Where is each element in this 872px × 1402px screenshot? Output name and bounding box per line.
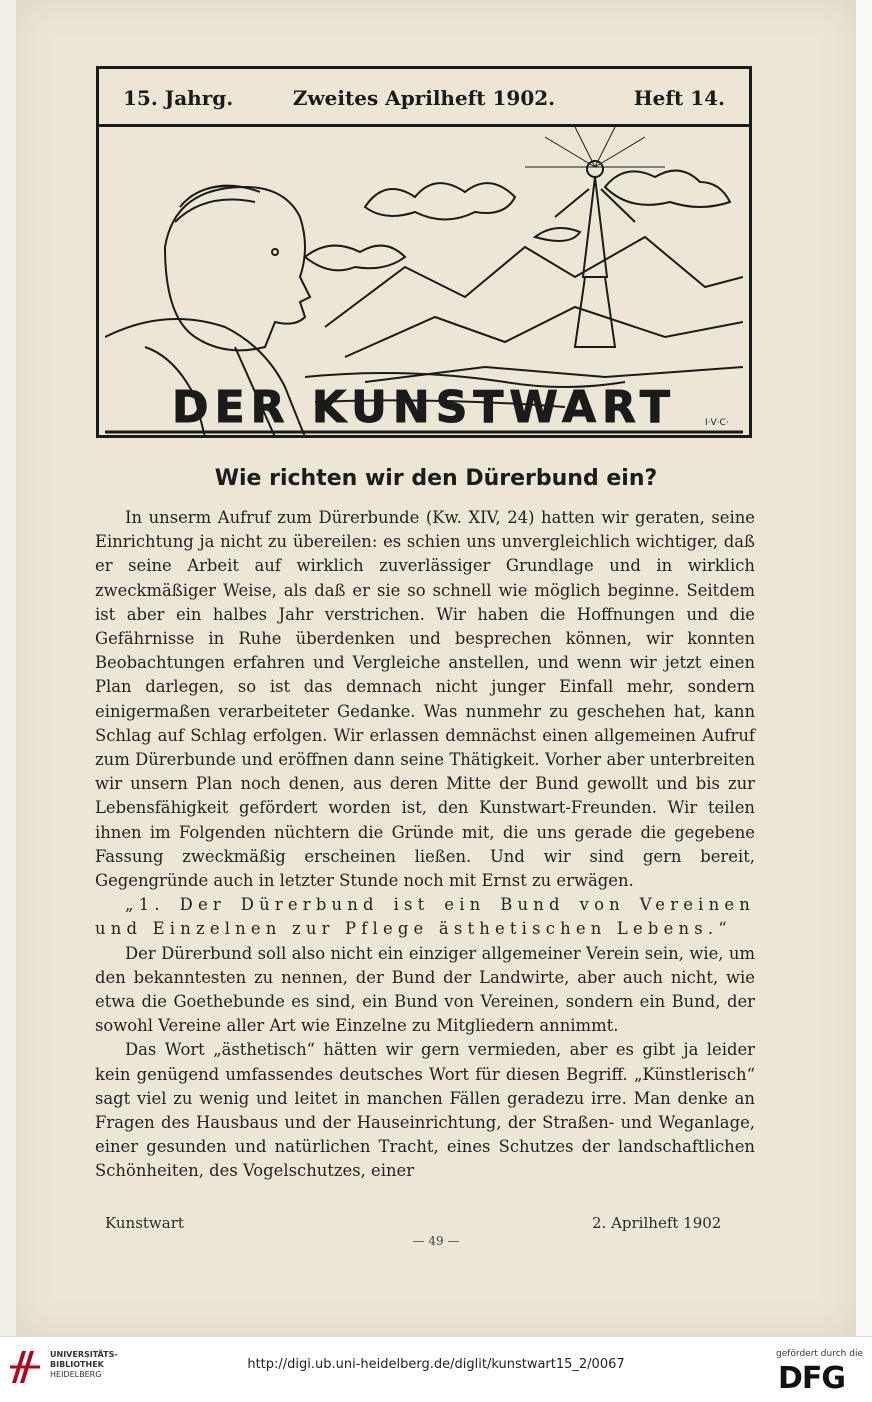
library-footer-bar (0, 1336, 872, 1402)
institution-line: HEIDELBERG (50, 1370, 102, 1379)
running-footer-title: Kunstwart (105, 1214, 184, 1232)
page-margin (856, 0, 872, 1336)
article-body (95, 506, 755, 1184)
dfg-logo: DFG (778, 1361, 846, 1396)
institution-line: UNIVERSITÄTS- (50, 1350, 118, 1359)
funder-caption: gefördert durch die (776, 1349, 863, 1359)
page-number: — 49 — (412, 1234, 460, 1248)
issue-name: Zweites Aprilheft 1902. (292, 86, 556, 110)
paragraph: Das Wort „ästhetisch“ hätten wir gern vermieden, aber es gibt ja leider kein genügend umfassendes deutsches Wort für diesen Begriff. „Künstlerisch“ sagt viel zu wenig und leitet in manchen Fällen geradezu irre. Man denke an Fragen des Hausbaus und der Hauseinrichtung, der Straßen- und Weganlage, einer gesunden und natürlichen Tracht, eines Schutzes der landschaftlichen Schönheiten, des Vogelschutzes, einer (95, 1040, 755, 1181)
paragraph: In unserm Aufruf zum Dürerbunde (Kw. XIV, 24) hatten wir geraten, seine Einrichtung ja nicht zu übereilen: es schien uns unvergleichlich wichtiger, daß er seine Arbeit auf wirklich zuverlässiger Grundlage und in wirklich zweckmäßiger Weise, als daß er sie so schnell wie möglich beginne. Seitdem ist aber ein halbes Jahr verstrichen. Wir haben die Hoffnungen und die Gefährnisse in Ruhe überdenken und besprechen können, wir konnten Beobachtungen erfahren und Vergleiche anstellen, und wenn wir jetzt einen Plan darlegen, so ist das demnach nicht junger Einfall mehr, sondern einigermaßen verarbeiteter Gedanke. Was nunmehr zu geschehen hat, kann Schlag auf Schlag erfolgen. Wir erlassen demnächst einen allgemeinen Aufruf zum Dürerbunde und eröffnen dann seine Thätigkeit. Vorher aber unterbreiten wir unsern Plan noch denen, aus deren Mitte der Bund gewollt und bis zur Lebensfähigkeit gefördert worden ist, den Kunstwart-Freunden. Wir teilen ihnen im Folgenden nüchtern die Gründe mit, die uns gerade die gegebene Fassung zweckmäßig erscheinen ließen. Und wir sind gern bereit, Gegengründe auch in letzter Stunde noch mit Ernst zu erwägen. (95, 508, 755, 891)
masthead-title: DER KUNSTWART (172, 382, 676, 433)
institution-line: BIBLIOTHEK (50, 1360, 104, 1369)
running-footer-issue: 2. Aprilheft 1902 (592, 1214, 722, 1232)
masthead-frame (96, 66, 752, 438)
volume-label: 15. Jahrg. (123, 86, 234, 110)
paragraph-statute: „1. Der Dürerbund ist ein Bund von Vereinen und Einzelnen zur Pflege ästhetischen Lebens.“ (95, 895, 755, 939)
article-title: Wie richten wir den Dürerbund ein? (214, 466, 658, 491)
permalink[interactable]: http://digi.ub.uni-heidelberg.de/diglit/kunstwart15_2/0067 (247, 1357, 625, 1372)
issue-number: Heft 14. (633, 86, 725, 110)
paragraph: Der Dürerbund soll also nicht ein einziger allgemeiner Verein sein, wie, um den bekanntesten zu nennen, der Bund der Landwirte, aber auch nicht, wie etwa die Goethebunde es sind, ein Bund von Vereinen, sondern ein Bund, der sowohl Vereine aller Art wie Einzelne zu Mitgliedern annimmt. (95, 943, 755, 1036)
issue-header (99, 69, 749, 127)
illustrator-mark: I·V·C· (705, 418, 729, 428)
